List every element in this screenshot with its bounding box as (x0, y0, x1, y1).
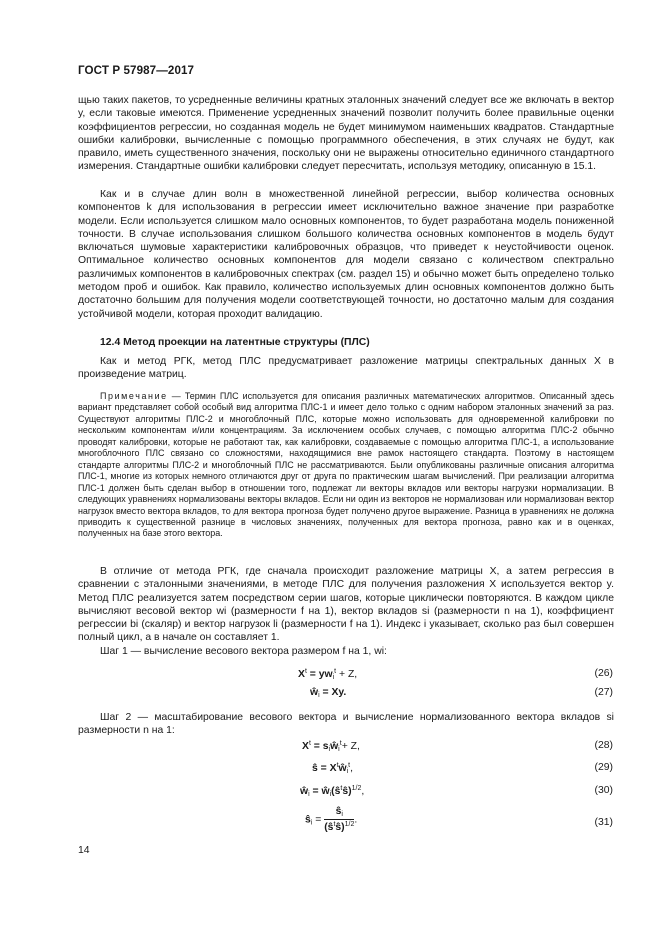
eq29-w-sup: t (348, 762, 351, 769)
paragraph-2-text: Как и в случае длин волн в множественной линейной регрессии, выбор количества основных компонентов k для использования в регрессии имеет исключительно важное значение при разработке модели. Если используется слишком мало основных компонентов, то будет разработана модель пониженной точности. В случае использования слишком большого количества основных компонентов в модель будут включаться шумовые характеристики калибровочных образцов, что приведет к неустойчивости оценок. Оптимальное количество основных компонентов для модели связано с количеством спектрально различимых компонентов в калибровочных спектрах (см. раздел 15) и обычно может быть определено только методом проб и ошибок. Как правило, количество используемых длин основных компонентов должно быть достаточно большим для получения модели соответствующей точности, но достаточно малым для создания устойчивой модели, которая проходит валидацию. (78, 189, 614, 320)
eq26-rhs-sup: t (334, 668, 337, 675)
eq31-den-s1: (ŝ (324, 822, 334, 833)
eq26-tail: + Z, (336, 669, 358, 680)
eq28-w-sup: t (339, 740, 342, 747)
paragraph-2 (78, 188, 614, 321)
eq31-tail: . (354, 814, 358, 826)
eq31-den-sup: t (333, 821, 336, 828)
note-text: — Термин ПЛС используется для описания различных математических алгоритмов. Описанный здесь вариант представляет собой особый вид алгоритма ПЛС-1 и имеет дело только с одним набором эталонных значений за раз. Существуют алгоритмы ПЛС-2 и многоблочный ПЛС, которые можно использовать для одновременной калибровки по нескольким компонентам и/или концентрациям. За исключением особых случаев, с помощью алгоритма ПЛС-2 обычно проводят калибровки, которые не работают так, как калибровки, создаваемые с помощью алгоритма ПЛС-1, а использование многоблочного ПЛС связано со сложностями, находящимися вне рамок настоящего стандарта. Поэтому в настоящем стандарте алгоритмы ПЛС-2 и многоблочный ПЛС не рассматриваются. Были опубликованы различные описания алгоритма ПЛС-1, многие из которых немного отличаются друг от друга по практическим шагам вычислений. При реализации алгоритма ПЛС-1 должен быть сделан выбор в отношении того, подлежат ли векторы вкладов или векторы нагрузки нормализации. В следующих уравнениях нормализованы векторы вкладов. Если ни один из векторов не нормализован или нормализован вектор нагрузок вместо вектора вкладов, то для вектора прогноза будет получено другое выражение. Разница в уравнениях не должна приводить к существенной разнице в числовых значениях, полученных для вектора прогноза, равно как и в оценках, полученных на базе этого вектора. (78, 391, 614, 539)
equation-30-number: (30) (594, 785, 613, 796)
step-1-text: Шаг 1 — вычисление весового вектора размером f на 1, wi: (100, 645, 387, 657)
equation-26 (298, 668, 357, 681)
equation-26-number: (26) (594, 668, 613, 679)
eq31-lhs: ŝ (305, 814, 311, 826)
equation-27 (310, 687, 346, 699)
eq26-rhs-sub: i (332, 674, 335, 681)
eq31-den-exp: 1/2 (344, 821, 355, 828)
eq29-w: ŵ (338, 763, 347, 774)
eq28-w-sub: i (338, 746, 340, 753)
eq28-s: = s (310, 741, 329, 752)
eq29-lhs: ŝ = X (312, 763, 337, 774)
eq27-lhs-sub: i (318, 692, 320, 699)
eq26-lhs: X (298, 669, 305, 680)
eq27-lhs: ŵ (310, 687, 319, 698)
step-2-text: Шаг 2 — масштабирование весового вектора и вычисление нормализованного вектора вкладов si размерности n на 1: (78, 712, 614, 737)
eq30-s1: (ŝ (331, 786, 341, 797)
eq29-w-sub: i (346, 768, 349, 775)
paragraph-1-text: щью таких пакетов, то усредненные величины кратных эталонных значений следует все же включать в вектор y, если таковые имеются. Применение усредненных значений позволит получить более правильные оценки коэффициентов регрессии, но созданная модель не будет минимумом наименьших квадратов. Стандартные ошибки калибровки, вычисленные с помощью программного обеспечения, в этих случаях не будут, как правило, иметь существенного значения, поскольку они не выражены относительно единичного стандартного измерения. Стандартные ошибки калибровки следует пересчитать, используя методику, описанную в 15.1. (78, 95, 614, 173)
section-heading: 12.4 Метод проекции на латентные структуры (ПЛС) (100, 337, 370, 348)
eq30-lhs: ŵ (300, 786, 309, 797)
equation-29 (312, 762, 353, 775)
eq28-tail: + Z, (341, 741, 360, 752)
eq31-num-s: ŝ (335, 806, 342, 817)
paragraph-3-text: Как и метод РГК, метод ПЛС предусматривает разложение матрицы спектральных данных X в произведение матриц. (78, 356, 614, 381)
document-header: ГОСТ Р 57987—2017 (78, 64, 195, 77)
equation-28 (302, 740, 360, 753)
equation-31: $ŝ_i$ = $\frac{ŝ_i}{(ŝ^tŝ)^{1/2}}$ . (305, 806, 358, 833)
eq30-s1-sup: t (340, 785, 343, 792)
paragraph-4-text: В отличие от метода РГК, где сначала происходит разложение матрицы X, а затем регрессия в сравнении с эталонными значениями, в методе ПЛС для получения разложения X используется вектор y. Метод ПЛС реализуется затем посредством серии шагов, которые циклически повторяются. В каждом цикле вычисляют весовой вектор wi (размерности f на 1), вектор вкладов si (размерности n на 1), коэффициент регрессии bi (скаляр) и вектор нагрузок li (размерности f на 1). Индекс i указывает, сколько раз был совершен полный цикл, а в начале он составляет 1. (78, 566, 614, 644)
page-number: 14 (78, 845, 90, 856)
equation-30 (300, 785, 364, 798)
eq30-tail: , (361, 786, 365, 797)
eq28-lhs-sup: t (308, 740, 311, 747)
eq29-tail: , (350, 763, 354, 774)
eq27-rhs: = Xy. (319, 687, 347, 698)
eq28-w: ŵ (330, 741, 339, 752)
note-block (78, 391, 614, 540)
eq28-lhs: X (302, 741, 309, 752)
paragraph-4 (78, 565, 614, 658)
eq29-sup: t (336, 762, 339, 769)
eq26-lhs-sup: t (304, 668, 307, 675)
paragraph-step-2 (78, 711, 614, 738)
eq31-lhs-sub: i (310, 819, 313, 827)
equation-29-number: (29) (594, 762, 613, 773)
equation-31-number: (31) (594, 817, 613, 828)
eq31-fraction (324, 806, 354, 833)
eq26-rhs: = yw (306, 669, 333, 680)
eq28-s-sub: i (328, 746, 331, 753)
eq31-den-s2: ŝ) (335, 822, 345, 833)
eq30-w: = ŵ (309, 786, 330, 797)
paragraph-1 (78, 94, 614, 174)
eq30-lhs-sub: i (308, 791, 310, 798)
eq31-numerator (324, 806, 354, 820)
eq31-denominator (324, 820, 354, 833)
eq30-exp: 1/2 (351, 785, 362, 792)
equation-28-number: (28) (594, 740, 613, 751)
note-label: Примечание (100, 391, 168, 401)
equation-27-number: (27) (594, 687, 613, 698)
eq31-num-sub: i (341, 811, 343, 818)
paragraph-3 (78, 355, 614, 382)
eq30-s2: ŝ) (342, 786, 352, 797)
eq30-w-sub: i (329, 791, 332, 798)
note-paragraph (78, 391, 614, 540)
